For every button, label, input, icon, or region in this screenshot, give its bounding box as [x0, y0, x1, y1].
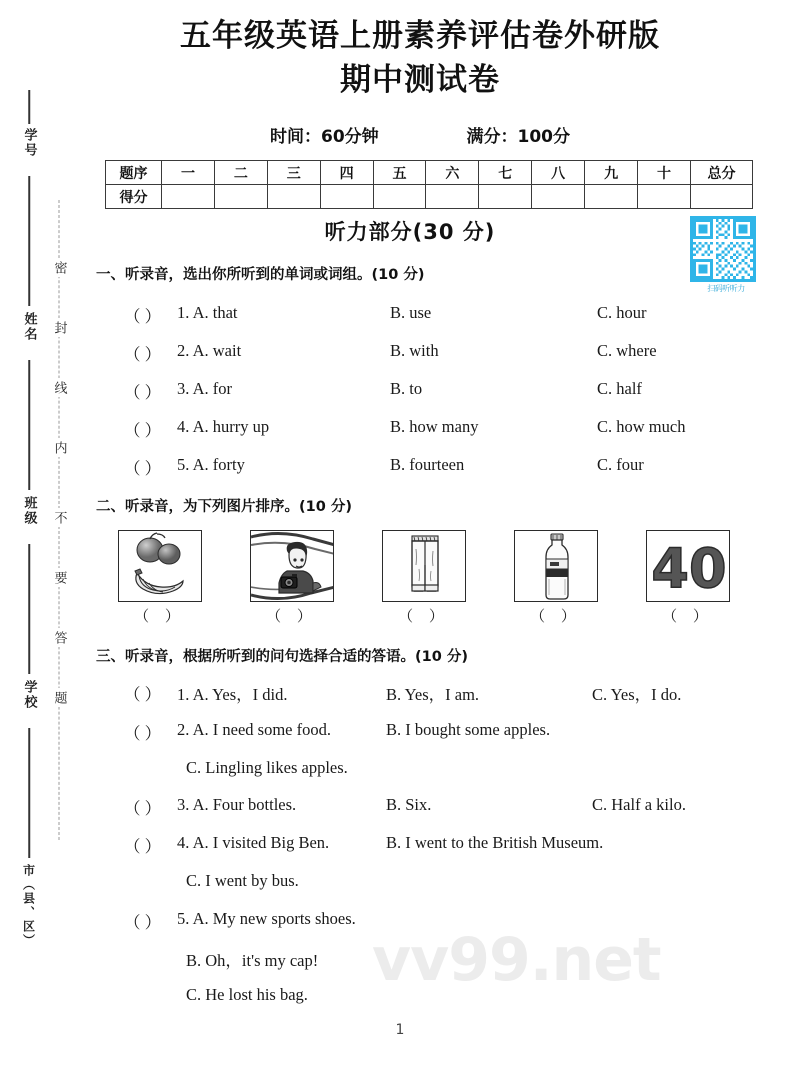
option-a[interactable]	[177, 720, 331, 740]
score-table-total-label: 总分	[691, 161, 753, 185]
option-b[interactable]: B. to	[390, 379, 423, 398]
seal-char-da: 答	[50, 628, 69, 647]
question-number: 3.	[177, 379, 190, 398]
score-cell-3[interactable]	[267, 185, 320, 209]
time-label: 时间：60分钟	[269, 127, 379, 147]
answer-blank[interactable]: （ ）	[124, 459, 162, 478]
margin-rule	[28, 728, 30, 858]
picture-answer-blank[interactable]: （ ）	[662, 609, 714, 625]
option-a-text: A. hurry up	[192, 417, 270, 436]
score-table-row-label-score: 得分	[106, 185, 162, 209]
question-number: 4.	[177, 417, 190, 436]
number-forty-icon	[647, 531, 730, 602]
option-b[interactable]: B. how many	[390, 417, 479, 436]
option-a[interactable]	[177, 417, 269, 437]
qr-code-icon[interactable]	[690, 216, 756, 282]
score-cell-7[interactable]	[479, 185, 532, 209]
question-number: 5.	[177, 909, 190, 928]
full-score-label: 满分：100分	[466, 127, 570, 147]
site-watermark: vv99.net	[372, 925, 661, 995]
margin-label-city-district: 市（县、区）	[21, 864, 36, 948]
picture-box-trousers	[382, 530, 466, 602]
score-table-col-2: 二	[214, 161, 267, 185]
option-a-text: A. that	[192, 303, 238, 322]
question-number: 4.	[177, 833, 190, 852]
answer-blank[interactable]: （ ）	[124, 837, 162, 856]
option-a-text: A. Yes，I did.	[192, 685, 288, 704]
page-title	[60, 14, 780, 102]
exam-meta	[60, 122, 780, 147]
picture-box-fruit	[118, 530, 202, 602]
score-cell-2[interactable]	[214, 185, 267, 209]
answer-blank[interactable]: （ ）	[124, 345, 162, 364]
picture-item	[382, 530, 466, 626]
question-number: 2.	[177, 341, 190, 360]
score-cell-total[interactable]	[691, 185, 753, 209]
option-a-text: A. for	[192, 379, 232, 398]
seal-char-yao: 要	[50, 568, 69, 587]
score-table-col-10: 十	[638, 161, 691, 185]
picture-item	[118, 530, 202, 626]
option-b[interactable]: B. Oh，it's my cap!	[186, 951, 319, 970]
picture-box-number-forty	[646, 530, 730, 602]
score-cell-10[interactable]	[638, 185, 691, 209]
margin-label-class: 班级	[21, 496, 37, 526]
score-table-header-row	[106, 161, 753, 185]
margin-rule	[28, 544, 30, 674]
score-table-col-9: 九	[585, 161, 638, 185]
picture-box-bottle	[514, 530, 598, 602]
seal-char-nei: 内	[50, 438, 69, 457]
margin-rule	[28, 360, 30, 490]
question-number: 1.	[177, 303, 190, 322]
picture-answer-blank[interactable]: （ ）	[134, 609, 186, 625]
option-c[interactable]: C. hour	[597, 303, 647, 322]
seal-char-bu: 不	[50, 508, 69, 527]
score-table-col-7: 七	[479, 161, 532, 185]
option-b[interactable]: B. fourteen	[390, 455, 465, 474]
margin-label-school: 学校	[21, 680, 37, 710]
score-cell-4[interactable]	[320, 185, 373, 209]
option-a-text: A. Four bottles.	[192, 795, 297, 814]
margin-label-student-id: 学号	[21, 128, 37, 158]
answer-blank[interactable]: （ ）	[124, 383, 162, 402]
margin-rule	[28, 176, 30, 306]
option-a[interactable]	[177, 909, 356, 929]
qr-code-caption: 扫码听听力	[707, 284, 745, 293]
section-2-title: 二、听录音，为下列图片排序。(10 分)	[96, 499, 352, 515]
question-number: 2.	[177, 720, 190, 739]
answer-blank[interactable]: （ ）	[124, 307, 162, 326]
score-table-col-5: 五	[373, 161, 426, 185]
score-table-col-8: 八	[532, 161, 585, 185]
picture-item	[250, 530, 334, 626]
listening-part-header: 听力部分(30 分)	[324, 220, 496, 244]
score-cell-6[interactable]	[426, 185, 479, 209]
option-a[interactable]	[177, 379, 232, 399]
option-b[interactable]: B. with	[390, 341, 439, 360]
answer-blank[interactable]: （ ）	[124, 685, 162, 704]
picture-box-photographer	[250, 530, 334, 602]
option-c[interactable]: C. Half a kilo.	[592, 795, 686, 814]
page-number: 1	[395, 1022, 405, 1038]
option-b[interactable]: B. use	[390, 303, 432, 322]
option-c[interactable]: C. Yes，I do.	[592, 685, 682, 704]
option-b[interactable]: B. I went to the British Museum.	[386, 833, 604, 852]
person-taking-photo-icon	[251, 531, 334, 602]
question-number: 5.	[177, 455, 190, 474]
option-c[interactable]: C. Lingling likes apples.	[186, 758, 348, 777]
section-1-title: 一、听录音，选出你所听到的单词或词组。(10 分)	[96, 267, 425, 283]
option-a[interactable]	[177, 341, 241, 361]
option-a[interactable]	[177, 833, 329, 853]
seal-char-feng: 封	[50, 318, 69, 337]
trousers-icon	[383, 531, 466, 602]
score-table-col-3: 三	[267, 161, 320, 185]
picture-answer-blank[interactable]: （ ）	[398, 609, 450, 625]
option-c[interactable]: C. four	[597, 455, 644, 474]
margin-label-name: 姓名	[21, 312, 37, 342]
apples-and-bananas-icon	[119, 531, 202, 602]
question-number: 1.	[177, 685, 190, 704]
title-line-2: 期中测试卷	[340, 62, 500, 98]
answer-blank[interactable]: （ ）	[124, 799, 162, 818]
option-a[interactable]	[177, 795, 296, 815]
score-table	[105, 160, 753, 209]
score-table-col-4: 四	[320, 161, 373, 185]
qr-code-svg	[693, 219, 753, 279]
margin-rule	[28, 90, 30, 124]
option-c[interactable]: C. how much	[597, 417, 686, 436]
qr-code-block[interactable]	[690, 216, 762, 294]
option-c[interactable]: C. He lost his bag.	[186, 985, 308, 1004]
option-c[interactable]: C. where	[597, 341, 657, 360]
option-b[interactable]: B. Yes，I am.	[386, 685, 480, 704]
option-a[interactable]	[177, 455, 245, 475]
seal-margin-outer	[12, 90, 46, 1020]
option-a-text: A. forty	[192, 455, 245, 474]
picture-item	[646, 530, 730, 626]
option-c[interactable]: C. half	[597, 379, 642, 398]
answer-blank[interactable]: （ ）	[124, 724, 162, 743]
score-table-score-row	[106, 185, 753, 209]
option-a[interactable]	[177, 303, 238, 323]
section-3-title: 三、听录音，根据所听到的问句选择合适的答语。(10 分)	[96, 649, 468, 665]
option-a[interactable]	[177, 681, 288, 705]
score-cell-9[interactable]	[585, 185, 638, 209]
seal-char-ti: 题	[50, 688, 69, 707]
score-table-col-1: 一	[162, 161, 215, 185]
picture-answer-blank[interactable]: （ ）	[266, 609, 318, 625]
question-number: 3.	[177, 795, 190, 814]
score-cell-5[interactable]	[373, 185, 426, 209]
title-line-1: 五年级英语上册素养评估卷外研版	[180, 18, 660, 54]
score-cell-8[interactable]	[532, 185, 585, 209]
option-b[interactable]: B. I bought some apples.	[386, 720, 551, 739]
svg-text:40: 40	[651, 537, 727, 600]
seal-margin-inner	[44, 200, 74, 840]
picture-item	[514, 530, 598, 626]
seal-char-xian: 线	[50, 378, 69, 397]
bottle-icon	[515, 531, 598, 602]
option-c[interactable]: C. I went by bus.	[186, 871, 299, 890]
option-a-text: A. My new sports shoes.	[192, 909, 356, 928]
score-table-row-label-items: 题序	[106, 161, 162, 185]
picture-answer-blank[interactable]: （ ）	[530, 609, 582, 625]
option-a-text: A. I visited Big Ben.	[192, 833, 330, 852]
seal-char-mi: 密	[50, 258, 69, 277]
option-b[interactable]: B. Six.	[386, 795, 432, 814]
score-cell-1[interactable]	[162, 185, 215, 209]
score-table-col-6: 六	[426, 161, 479, 185]
option-a-text: A. I need some food.	[192, 720, 331, 739]
answer-blank[interactable]: （ ）	[124, 421, 162, 440]
answer-blank[interactable]: （ ）	[124, 913, 162, 932]
option-a-text: A. wait	[192, 341, 242, 360]
